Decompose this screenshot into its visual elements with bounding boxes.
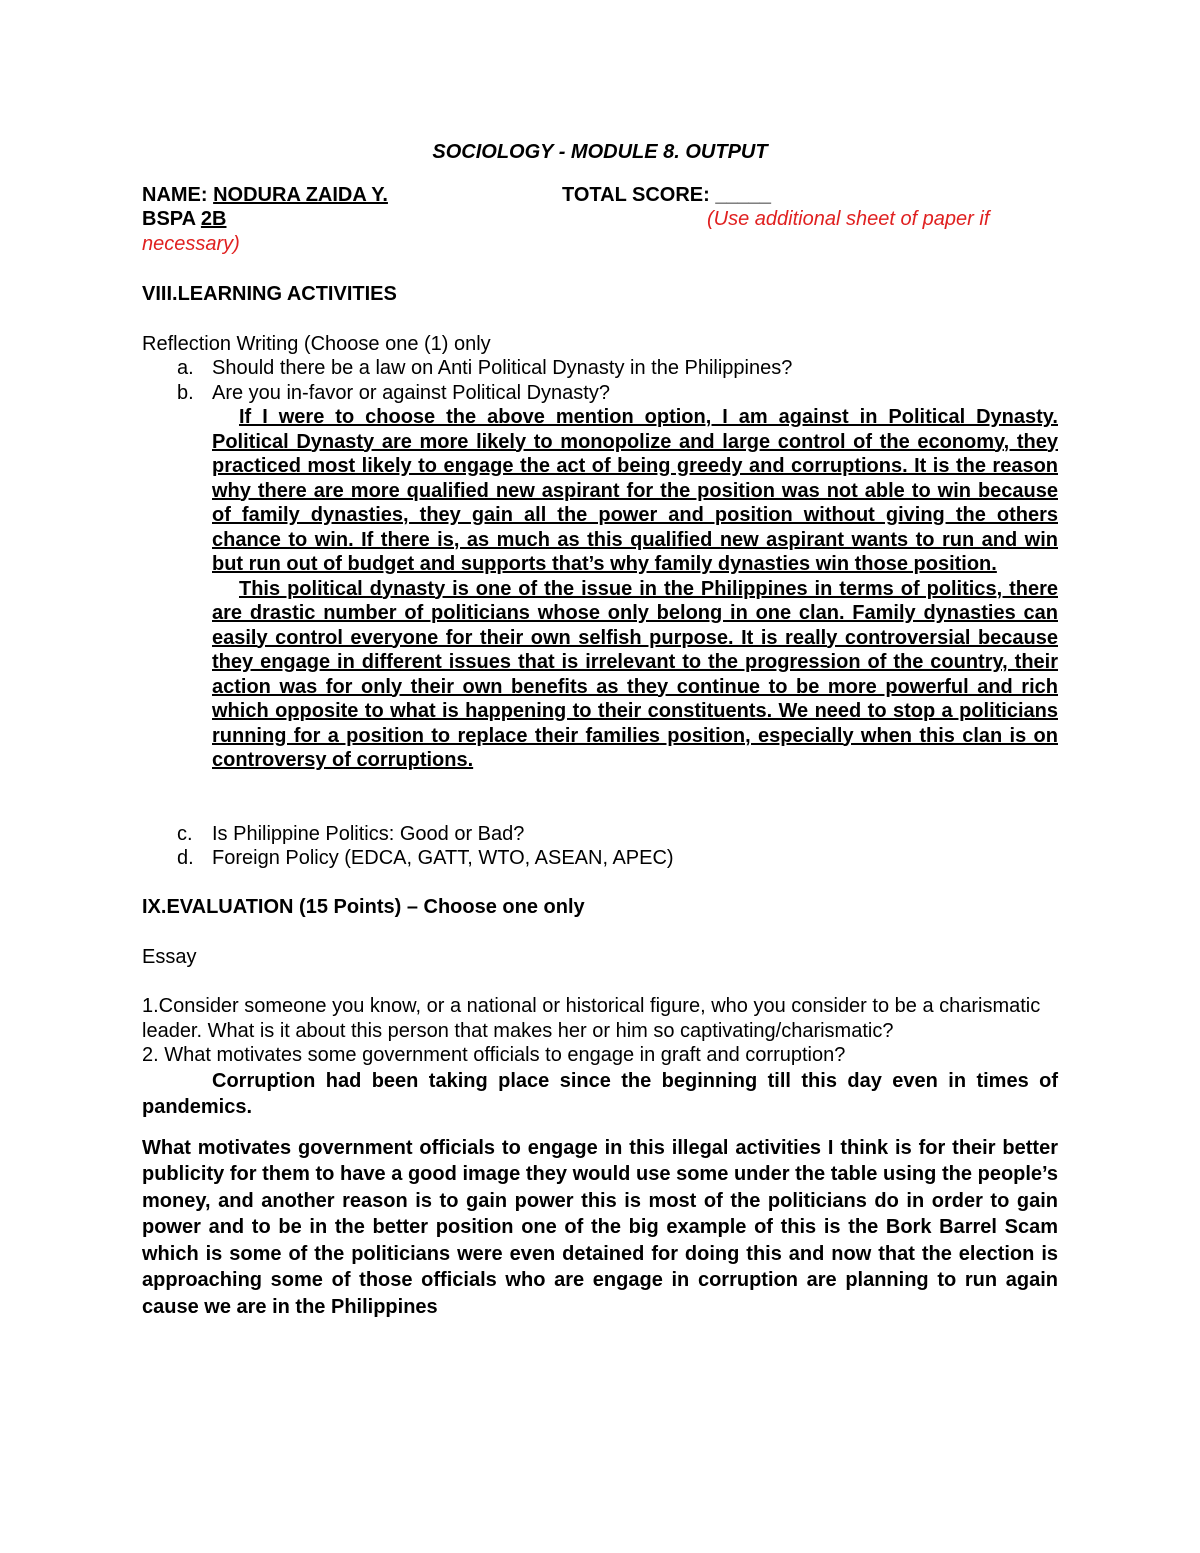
reflection-answer-2: This political dynasty is one of the issue in the Philippines in terms of politics, there are drastic number of politicians whose only belong in one clan. Family dynasties can easily control everyone for their own selfish purpose. It is really controversial because they engage in different issues that is irrelevant to the progression of the country, their action was for only their own benefits as they continue to be more powerful and rich which opposite to what is happening to their constituents. We need to stop a politicians running for a position to replace their families position, especially when this clan is on controversy of corruptions. <box>212 577 1058 771</box>
name-value: NODURA ZAIDA Y. <box>213 183 388 206</box>
option-letter: a. <box>177 357 194 379</box>
option-d <box>142 846 1058 871</box>
paper-note-cont: necessary) <box>142 232 240 255</box>
option-c <box>142 822 1058 847</box>
option-letter: b. <box>177 381 194 404</box>
option-letter: d. <box>177 847 194 869</box>
option-text: Should there be a law on Anti Political Dynasty in the Philippines? <box>212 357 793 379</box>
option-b <box>142 381 1058 406</box>
evaluation-answer-2: What motivates government officials to engage in this illegal activities I think is for their better publicity for them to have a good image they would use some under the table using the people’s money, and another reason is to gain power this is most of the politicians do in order to gain power and to be in the better position one of the big example of this is the Bork Barrel Scam which is some of the politicians were even detained for doing this and now that the election is approaching some of those officials who are engage in corruption are planning to run again cause we are in the Philippines <box>142 1136 1058 1318</box>
question-2: 2. What motivates some government officials to engage in graft and corruption? <box>142 1044 846 1066</box>
option-letter: c. <box>177 822 193 845</box>
total-score <box>562 183 771 208</box>
reflection-instruction: Reflection Writing (Choose one (1) only <box>142 332 491 355</box>
option-text: Is Philippine Politics: Good or Bad? <box>212 822 525 845</box>
document-title: SOCIOLOGY - MODULE 8. OUTPUT <box>432 141 768 163</box>
reflection-answer-1: If I were to choose the above mention option, I am against in Political Dynasty. Political Dynasty are more likely to monopolize and large control of the economy, they practiced most likely to engage the act of being greedy and corruptions. It is the reason why there are more qualified new aspirant for the position was not able to win because of family dynasties, they gain all the power and position without giving the others chance to win. If there is, as much as this qualified new aspirant wants to run and win but run out of budget and supports that’s why family dynasties win those position. <box>212 406 1058 575</box>
paper-note: (Use additional sheet of paper if <box>707 208 990 230</box>
course-section: 2B <box>200 208 227 230</box>
score-blank: _____ <box>715 183 771 206</box>
document-page <box>142 140 1058 1320</box>
option-text: Are you in-favor or against Political Dynasty? <box>212 381 610 404</box>
evaluation-heading: IX.EVALUATION (15 Points) – Choose one only <box>142 896 585 918</box>
option-text: Foreign Policy (EDCA, GATT, WTO, ASEAN, APEC) <box>212 847 674 869</box>
course-prefix: BSPA <box>142 208 201 230</box>
course-row <box>142 207 1058 232</box>
option-a <box>142 356 1058 381</box>
essay-label: Essay <box>142 945 197 968</box>
learning-activities-heading: VIII.LEARNING ACTIVITIES <box>142 283 397 305</box>
evaluation-answer-1: Corruption had been taking place since the beginning till this day even in times of pandemics. <box>142 1069 1058 1118</box>
question-1: 1.Consider someone you know, or a national or historical figure, who you consider to be a charismatic leader. What is it about this person that makes her or him so captivating/charismatic? <box>142 995 1041 1042</box>
name-row <box>142 183 1058 208</box>
name-label: NAME: <box>142 183 208 206</box>
score-label: TOTAL SCORE: <box>562 183 710 206</box>
